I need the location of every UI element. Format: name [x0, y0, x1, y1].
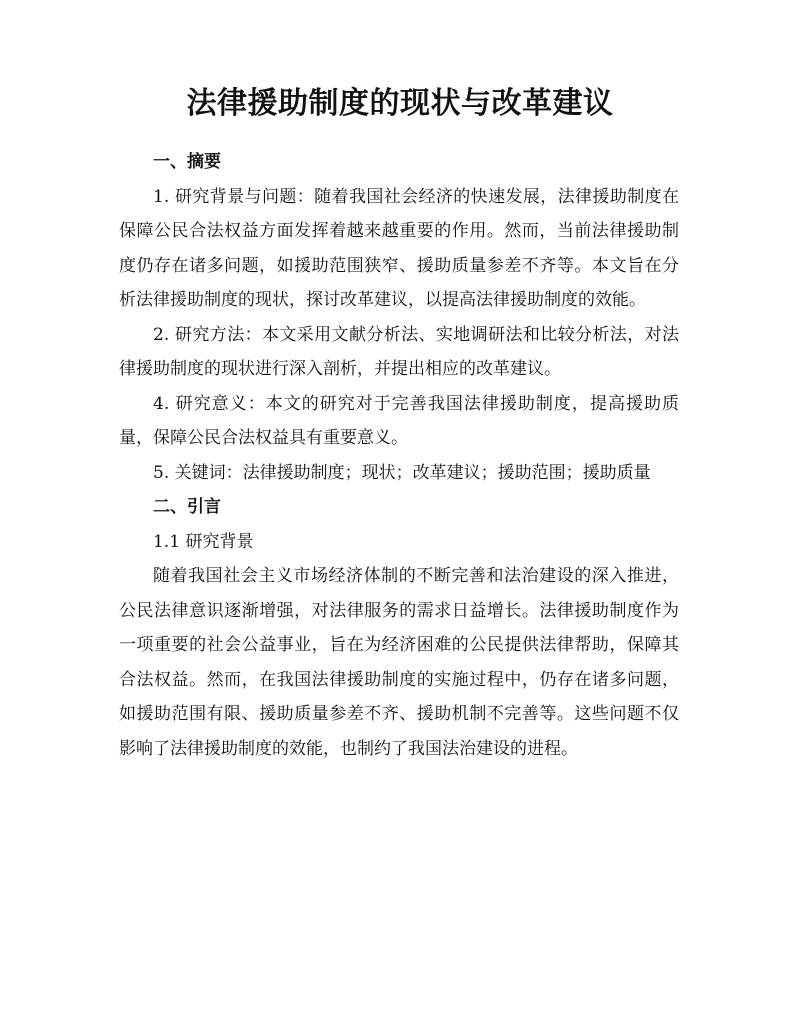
abstract-paragraph-significance: 4. 研究意义：本文的研究对于完善我国法律援助制度，提高援助质量，保障公民合法权益具有重要意义。 [119, 393, 679, 448]
section-heading-introduction: 二、引言 [153, 497, 221, 517]
abstract-paragraph-method: 2. 研究方法：本文采用文献分析法、实地调研法和比较分析法，对法律援助制度的现状进行深入剖析，并提出相应的改革建议。 [119, 324, 679, 379]
abstract-paragraph-background: 1. 研究背景与问题：随着我国社会经济的快速发展，法律援助制度在保障公民合法权益方面发挥着越来越重要的作用。然而，当前法律援助制度仍存在诸多问题，如援助范围狭窄、援助质量参差不齐等。本文旨在分析法律援助制度的现状，探讨改革建议，以提高法律援助制度的效能。 [119, 186, 679, 310]
subsection-heading-research-background: 1.1 研究背景 [153, 531, 254, 552]
document-body [119, 145, 679, 766]
document-title: 法律援助制度的现状与改革建议 [186, 86, 614, 121]
introduction-paragraph: 随着我国社会主义市场经济体制的不断完善和法治建设的深入推进，公民法律意识逐渐增强，对法律服务的需求日益增长。法律援助制度作为一项重要的社会公益事业，旨在为经济困难的公民提供法律帮助，保障其合法权益。然而，在我国法律援助制度的实施过程中，仍存在诸多问题，如援助范围有限、援助质量参差不齐、援助机制不完善等。这些问题不仅影响了法律援助制度的效能，也制约了我国法治建设的进程。 [119, 566, 679, 759]
abstract-paragraph-keywords: 5. 关键词：法律援助制度；现状；改革建议；援助范围；援助质量 [153, 462, 651, 483]
section-heading-abstract: 一、摘要 [153, 152, 221, 172]
